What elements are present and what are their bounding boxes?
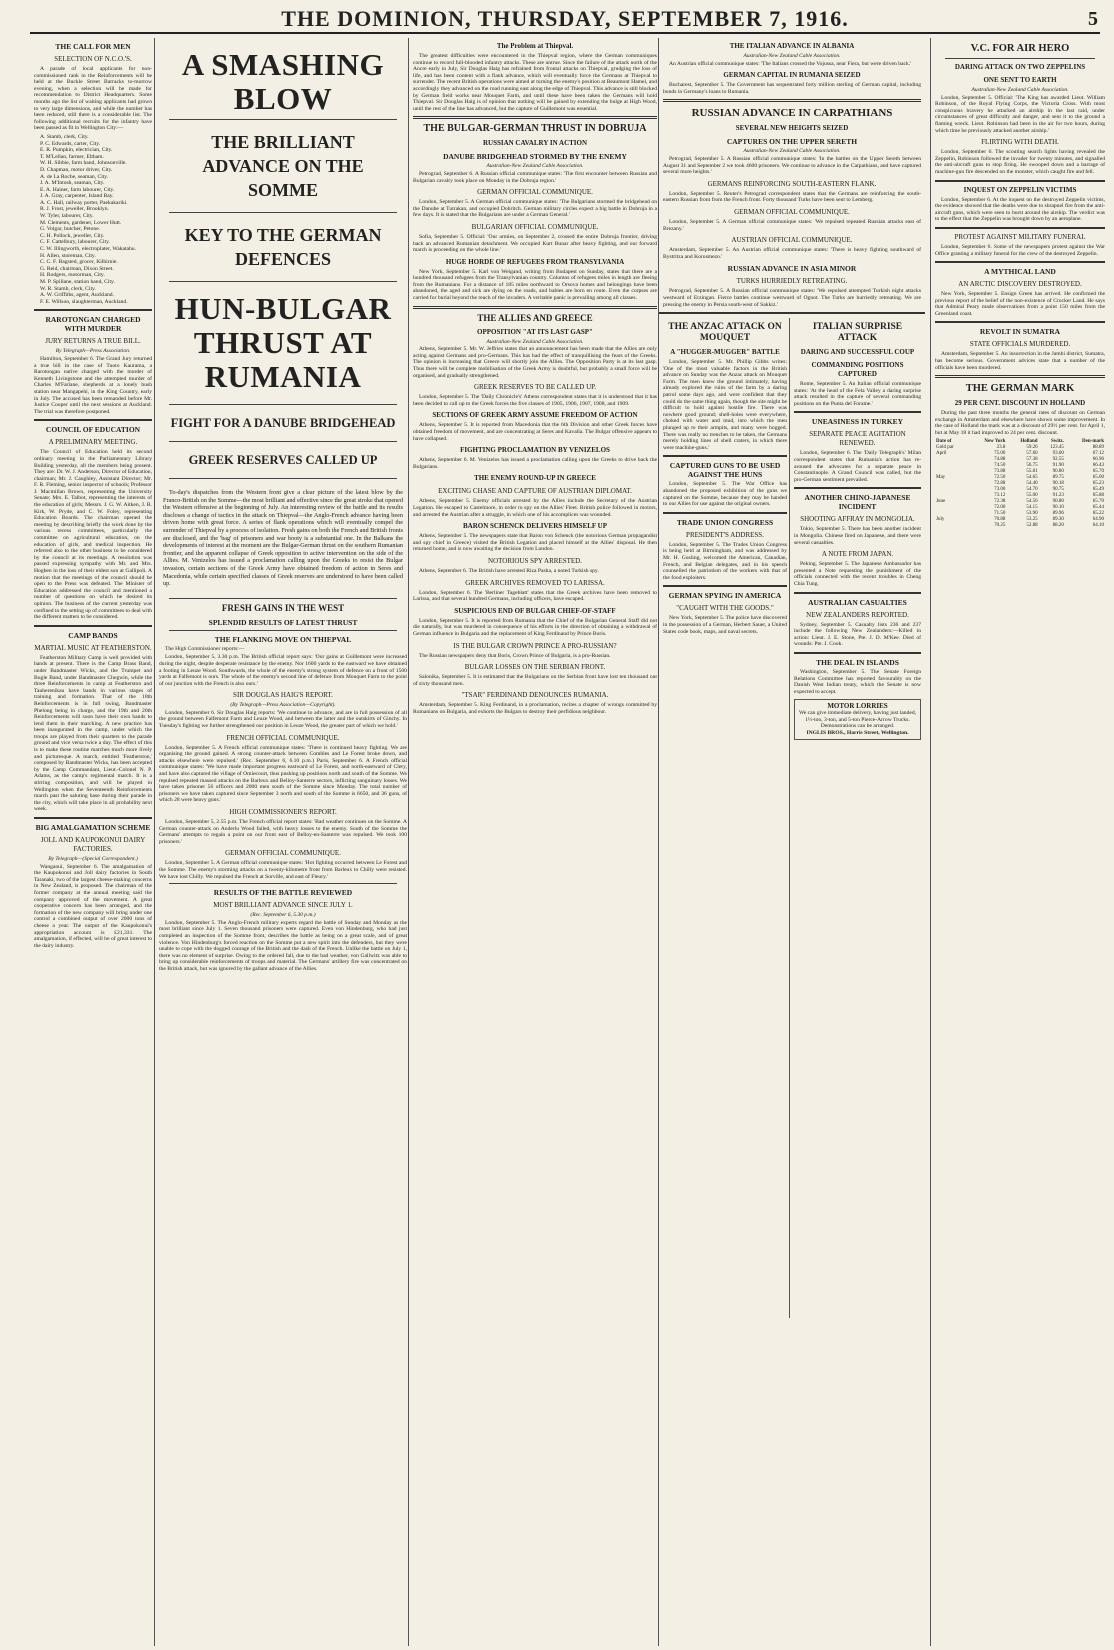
subhead-officials-murdered: STATE OFFICIALS MURDERED. xyxy=(969,340,1071,349)
divider xyxy=(935,180,1105,182)
article-sumatra: Amsterdam, September 5. An insurrection in the Jambi district, Sumatra, has become serious. Government advices state that a number of the officials have been murdered. xyxy=(935,351,1105,371)
article-japan-note: Peking, September 5. The Japanese Ambassador has presented a Note requesting the punishment of the officials connected with the recent troubles in Cheng Chia Tung. xyxy=(794,561,921,587)
table-cell: 72.38 xyxy=(994,498,1006,504)
subhead-reinforcing: GERMANS REINFORCING SOUTH-EASTERN FLANK. xyxy=(707,179,877,188)
recruit-name: C. F. Cattelbury, labourer, City. xyxy=(40,239,110,246)
subhead-council: A PRELIMINARY MEETING. xyxy=(48,438,138,447)
divider xyxy=(169,478,397,479)
article-thiepval: The greatest difficulties were encountered in the Thiepval region, where the German communiques continue to record full-blooded infantry attacks. These are untrue. Since the failure of the attack north of the Ancre early in July, Sir Douglas Haig has refrained from frontal attacks on Thiepval, grudging the loss of life, and has been content with a flank advance, which will eventually force the Germans at Thiepval to surrender. The recent British operations were aimed at turning the enemy's position at Beaumont Hamel, and accordingly they advanced on the road running east along the edge of Thiepval. This advance is still blocked by German field works near Mouquet Farm, and until these have been taken the Germans will hold Thiepval. Sir Douglas Haig is of opinion that nothing will be gained by extending the bulge at High Wood, until the rest of the line has advanced, but the capture of Guillemont was essential. xyxy=(413,53,657,112)
table-cell: 75.00 xyxy=(994,450,1006,456)
headline-mythical-land: A MYTHICAL LAND xyxy=(984,267,1056,277)
subhead-commanding: COMMANDING POSITIONS CAPTURED xyxy=(811,361,904,379)
table-cell: 54.70 xyxy=(1026,486,1038,492)
recruit-name: J. A. M'Intosh, seaman, City. xyxy=(40,180,105,187)
article-call: A parade of local applicants for non-commissioned rank in the Reinforcements will be held at the Buckle Street Barracks to-morrow evening, when a selection will be made for recommendation to District Headquarters. Some months ago the list of waiting applicants had grown to very large dimensions, and while the number has been reduced, still there is a considerable list. The following additional recruits for the infantry have been passed as fit in Wellington City:— xyxy=(34,66,152,132)
headline-amalgamation: BIG AMALGAMATION SCHEME xyxy=(35,823,151,832)
article-amalgamation: Wanganui, September 6. The amalgamation of the Kaupokonui and Joll dairy factories in South Taranaki, two of the largest cheese-making concerns in New Zealand, is proposed. The chairman of the former company at the annual meeting said the company approved of the movement. A great cooperative concern has been arranged, and the formation of the new company will bring under one control a combined output of over 2000 tons of cheese a year. The output of the Kaupokonui's appropriation account is £21,331. The amalgamation, if effected, will be of great interest to the dairy industry. xyxy=(34,863,152,949)
article-rarotongan: Hamilton, September 6. The Grand Jury returned a true bill in the case of Tuoto Kaurama, a Rarotongan native charged with the murder of Kenneth Livingstone and the attempted murder of Charles M'Farlane, shepherds at a lonely bush station near Mangapehi, in the King Country, early in July. The accused has been remanded before Mr. Justice Cooper until the next sessions at Auckland. The trial was therefore postponed. xyxy=(34,355,152,415)
divider xyxy=(663,99,921,102)
table-cell: 53.90 xyxy=(1026,510,1038,516)
article-austrian-official: Amsterdam, September 5. An Austrian official communique states: 'There is heavy fighting southward of Bystritza and Korosmezo.' xyxy=(663,247,921,260)
recruit-name: M. P. Spillane, station hand, City. xyxy=(40,279,115,285)
subhead-refugees: HUGE HORDE OF REFUGEES FROM TRANSYLVANIA xyxy=(445,257,625,266)
divider xyxy=(935,321,1105,323)
table-row xyxy=(935,523,1105,529)
headline-deal-islands: THE DEAL IN ISLANDS xyxy=(816,657,899,667)
table-cell: 72.50 xyxy=(994,474,1006,480)
subhead-arctic: AN ARCTIC DISCOVERY DESTROYED. xyxy=(958,280,1082,289)
article-archives: London, September 6. The 'Berliner Tageblatt' states that the Greek archives have been removed to Larissa, and that several hundred Germans, including officers, have escaped. xyxy=(413,589,657,603)
recruit-name: E. R. Pumpkin, electrician, City. xyxy=(40,147,113,154)
article-reinforcing: London, September 5. Reuter's Petrograd correspondent states that the Germans are reinforcing the south-eastern Russian front from the French front. Forty thousand Turks have been sent to Lemberg. xyxy=(663,190,921,204)
table-header-cell: Holland xyxy=(1020,438,1038,444)
table-cell: 57.60 xyxy=(1026,450,1038,456)
headline-chino-japanese: ANOTHER CHINO-JAPANESE INCIDENT xyxy=(804,493,911,512)
headline-flanking: THE FLANKING MOVE ON THIEPVAL xyxy=(214,634,352,644)
divider xyxy=(34,817,152,819)
table-cell: 90.18 xyxy=(1052,480,1064,486)
table-cell: 65.70 xyxy=(1092,498,1104,504)
table-cell: 92.55 xyxy=(1052,456,1064,462)
subhead-discount: 29 PER CENT. DISCOUNT IN HOLLAND xyxy=(954,399,1086,408)
article-allies: Athens, September 5. Mr. W. Jeffries states that an announcement has been made that the Allies are only acting against Germans and pro-Germans. This has had the effect of tranquillising the fears of the Greeks. The opinion is increasing that Greece will shortly join the Allies. The Opposition Party is at its last gasp. Thus there will be complete mobilisation of the Greek Army is doubtful, but probably a small force will be organised, and gradually strengthened. xyxy=(413,346,657,379)
divider xyxy=(663,455,787,457)
column-4 xyxy=(658,38,925,1646)
subhead-goods: "CAUGHT WITH THE GOODS." xyxy=(676,604,774,613)
divider xyxy=(169,281,397,282)
divider xyxy=(935,227,1105,229)
subhead-most-brilliant: MOST BRILLIANT ADVANCE SINCE JULY 1. xyxy=(213,901,353,910)
article-protest: London, September 6. Some of the newspapers protest against the War Office granting a military funeral for the crew of the destroyed Zeppelin. xyxy=(935,243,1105,257)
subhead-splendid: SPLENDID RESULTS OF LATEST THRUST xyxy=(208,617,358,627)
page-number: 5 xyxy=(1088,8,1098,30)
headline-key-defences: KEY TO THE GERMAN DEFENCES xyxy=(184,225,382,269)
credit: Australian-New Zealand Cable Association. xyxy=(971,87,1069,93)
table-cell: 65.44 xyxy=(1092,504,1104,510)
credit: By Telegraph—(Special Correspondent.) xyxy=(48,856,138,862)
article-italian: Rome, September 5. An Italian official communique states: 'At the head of the Fela Valley a daring surprise attack resulted in the capture of several commanding positions on the Punta del Forame.' xyxy=(794,381,921,407)
table-cell: 65.49 xyxy=(1092,486,1104,492)
subhead-rarotongan: JURY RETURNS A TRUE BILL. xyxy=(45,337,141,346)
headline-albania: THE ITALIAN ADVANCE IN ALBANIA xyxy=(729,42,855,50)
table-cell: 93.00 xyxy=(1052,450,1064,456)
article-spy: Athens, September 6. The British have arrested Riza Pasha, a noted Turkish spy. xyxy=(419,567,599,574)
table-cell: 90.80 xyxy=(1052,498,1064,504)
subhead-last-gasp: OPPOSITION "AT ITS LAST GASP" xyxy=(477,327,593,336)
table-cell: 65.70 xyxy=(1092,468,1104,474)
table-cell: 71.50 xyxy=(994,510,1006,516)
column-2 xyxy=(154,38,411,1646)
divider xyxy=(663,512,787,514)
table-cell: 90.10 xyxy=(1052,504,1064,510)
subhead-losses: BULGAR LOSSES ON THE SERBIAN FRONT. xyxy=(464,663,606,672)
credit: By Telegraph—Press Association. xyxy=(55,348,131,355)
table-cell: 70.88 xyxy=(994,516,1006,522)
subhead-french: FRENCH OFFICIAL COMMUNIQUE. xyxy=(226,733,340,742)
subhead-reserves: GREEK RESERVES TO BE CALLED UP. xyxy=(473,383,597,392)
subhead-sections: SECTIONS OF GREEK ARMY ASSUME FREEDOM OF ACTION xyxy=(432,411,638,420)
subhead-nz-reported: NEW ZEALANDERS REPORTED. xyxy=(806,610,909,619)
table-cell: 55.00 xyxy=(1026,492,1038,498)
headline-captured-guns: CAPTURED GUNS TO BE USED AGAINST THE HUNS xyxy=(669,461,781,480)
recruit-name: H. Rodgers, motorman, City. xyxy=(40,272,105,279)
table-cell: 54.15 xyxy=(1026,504,1038,510)
table-cell: 67.12 xyxy=(1092,450,1104,456)
subhead-camp: MARTIAL MUSIC AT FEATHERSTON. xyxy=(34,643,152,652)
headline-camp-bands: CAMP BANDS xyxy=(68,630,118,640)
table-cell: 123.45 xyxy=(1050,444,1064,450)
column-1 xyxy=(30,38,156,1646)
headline-call-for-men: THE CALL FOR MEN xyxy=(55,42,131,51)
ad-agent: INGLIS BROS., Harris Street, Wellington. xyxy=(806,729,909,736)
subhead-austrian-official: AUSTRIAN OFFICIAL COMMUNIQUE. xyxy=(731,236,853,245)
subhead-suspicious: SUSPICIOUS END OF BULGAR CHIEF-OF-STAFF xyxy=(454,606,616,615)
subhead-heights: SEVERAL NEW HEIGHTS SEIZED xyxy=(735,124,849,133)
table-cell: 74.88 xyxy=(994,456,1006,462)
article-haig: London, September 6. Sir Douglas Haig reports: 'We continue to advance, and are in full possession of all the ground between Falfemont Farm and Leuze Wood, and between the latter and the outskirts of Ginchy. In Tuesday's fighting we further strengthened our position in Leuze Wood, the greater part of which we hold.' xyxy=(159,709,407,730)
article-bulgarian-official: Sofia, September 5. Official: 'Our armies, on September 2, crossed the entire Dobruja frontier, driving back an advanced Rumanian detachment. We occupied Kurt Bunar after heavy fighting, and our forward march is proceeding on the whole line.' xyxy=(413,233,657,254)
masthead xyxy=(30,6,1100,34)
headline-german-mark: THE GERMAN MARK xyxy=(965,383,1075,395)
table-cell: 88.20 xyxy=(1052,522,1064,528)
recruit-name: T. M'Lellan, farmer, Eltham. xyxy=(40,153,104,160)
table-cell: 64.10 xyxy=(1092,522,1104,528)
table-cell: Gold par xyxy=(936,444,954,450)
article-vc: London, September 5. Official: 'The King has awarded Lieut. William Robinson, of the Royal Flying Corps, the Victoria Cross. With most conspicuous bravery he attacked an airship in the last raid, under circumstances of great difficulty and danger, and sent it to the ground a flaming wreck. Lieut. Robinson had been in the air for two hours, during which time he previously attacked another airship.' xyxy=(935,94,1105,134)
table-cell: 73.88 xyxy=(994,468,1006,474)
table-cell: 72.00 xyxy=(994,504,1006,510)
divider xyxy=(794,592,921,594)
table-cell xyxy=(935,523,968,529)
headline-trade-union: TRADE UNION CONGRESS xyxy=(676,517,774,527)
recruit-name: D. Chapman, motor driver, City. xyxy=(40,166,113,173)
recruit-name: A. Stamb, clerk, City. xyxy=(40,133,89,140)
article-capital: Bucharest, September 5. The Government has sequestrated forty million sterling of German capital, including bonds in Germany's loans to Rumania. xyxy=(663,82,921,95)
headline-thiepval-problem: The Problem at Thiepval. xyxy=(496,42,574,50)
headline-greek-reserves: GREEK RESERVES CALLED UP xyxy=(188,453,378,467)
article-camp: Featherston Military Camp is well provided with bands at present. There is the Camp Brass Band, under Bandmaster Wicks, and the Trumpet and Bugle Band, under Bandmaster Chegwin, while the three Reinforcements in camp at Featherston and Tauherenikau have bands in various stages of training and formation. That of the 18th Reinforcements is in full swing, Bandmaster Phelong being in charge, and the 19th and 20th Reinforcements will soon have their own bands to lend them in their marching. A new practice has been inaugurated in the camp, under which the troops are played from their quarters to the parade ground and vice versa twice a day. The effect of this is to make these routine marches much more lively and picturesque. A march, entitled 'Featherston,' composed by Bandmaster Wicks, has been accepted by the Camp Commandant, Lieut.-Colonel N. P. Adams, as the camp's regimental march. It is a stirring composition, and will be played in Wellington when the Seventeenth Reinforcements march past the saluting base during their parade in the city, which will take place in all probability next week. xyxy=(34,654,152,813)
headline-inquest: INQUEST ON ZEPPELIN VICTIMS xyxy=(963,185,1077,194)
credit: Australian-New Zealand Cable Association. xyxy=(743,148,841,155)
table-cell: 59.26 xyxy=(1026,444,1038,450)
masthead-title: THE DOMINION, THURSDAY, SEPTEMBER 7, 1916. xyxy=(281,6,849,31)
article-hc: The High Commissioner reports:— xyxy=(165,645,245,652)
article-spying: New York, September 5. The police have discovered in the possession of a German, Herbert Sauer, a United States code book, maps, and naval secrets. xyxy=(663,615,787,635)
headline-rarotongan: RAROTONGAN CHARGED WITH MURDER xyxy=(45,315,141,334)
column-4-subgrid xyxy=(659,318,925,1318)
headline-council: COUNCIL OF EDUCATION xyxy=(45,425,141,435)
article-albania: An Austrian official communique states: 'The Italians crossed the Vojussa, near Fiera, but were driven back.' xyxy=(669,60,912,67)
table-cell: 89.96 xyxy=(1052,510,1064,516)
table-cell: 65.23 xyxy=(1092,480,1104,486)
recruit-name: M. Clements, gardener, Lower Hutt. xyxy=(40,219,122,226)
table-header-cell: Switz. xyxy=(1050,438,1064,444)
table-cell: 72.88 xyxy=(994,480,1006,486)
table-cell: May xyxy=(936,474,946,480)
table-header-cell: Den-mark xyxy=(1082,438,1104,444)
subhead-crown-prince: IS THE BULGAR CROWN PRINCE A PRO-RUSSIAN? xyxy=(453,641,617,650)
subhead-schenck: BARON SCHENCK DELIVERS HIMSELF UP xyxy=(462,522,608,531)
table-cell: July xyxy=(936,516,945,522)
table-cell: April xyxy=(936,450,947,456)
headline-uneasiness: UNEASINESS IN TURKEY xyxy=(811,417,904,427)
subhead-venizelos: FIGHTING PROCLAMATION BY VENIZELOS xyxy=(460,446,610,455)
table-cell: 65.88 xyxy=(1092,492,1104,498)
article-captured-guns: London, September 5. The War Office has abandoned the proposed exhibition of the guns we captured on the Somme, because they may be handed to our Allies for use against the original owners. xyxy=(663,481,787,508)
divider xyxy=(935,261,1105,263)
divider xyxy=(794,652,921,654)
subhead-amalgamation: JOLL AND KAUPOKONUI DAIRY FACTORIES. xyxy=(40,836,146,853)
divider xyxy=(794,487,921,489)
headline-brilliant-advance: THE BRILLIANT ADVANCE ON THE SOMME xyxy=(202,132,364,200)
recruit-name: C. W. Illingworth, electroplater, Wakatahu. xyxy=(40,246,136,253)
divider xyxy=(169,404,397,405)
recruit-name: W. Tyler, labourer, City. xyxy=(40,213,94,220)
advertisement-motor-lorries xyxy=(794,699,921,740)
table-cell: 23.8 xyxy=(996,444,1006,450)
headline-vc-air-hero: V.C. FOR AIR HERO xyxy=(970,43,1070,54)
divider xyxy=(34,309,152,311)
table-cell: 52.88 xyxy=(1026,522,1038,528)
ad-text: We can give immediate delivery, having just landed, 1½-ton, 3-ton, and 5-ton Pierce-Arrow Trucks. Demonstrations can be arranged. xyxy=(798,709,917,730)
recruit-name: A. C. Hall, railway porter, Paekakariki. xyxy=(40,199,128,206)
subhead-hugger-mugger: A "HUGGER-MUGGER" BATTLE xyxy=(670,348,780,357)
divider xyxy=(169,883,397,884)
table-cell: 89.75 xyxy=(1052,474,1064,480)
recruit-name: A. W. Griffiths, agent, Auckland. xyxy=(40,292,115,299)
credit: Australian-New Zealand Cable Association. xyxy=(743,53,841,59)
table-cell: 70.25 xyxy=(994,522,1006,528)
table-cell: 53.25 xyxy=(1026,516,1038,522)
subhead-call: SELECTION OF N.C.O.'S. xyxy=(54,55,132,63)
recruit-name: G. Reid, chairman, Dixon Street. xyxy=(40,265,114,272)
recruit-name: C. H. Pollock, jeweller, City. xyxy=(40,232,105,239)
credit: Australian-New Zealand Cable Association. xyxy=(486,338,584,345)
table-cell: 74.50 xyxy=(994,462,1006,468)
article-german-mark: During the past three months the general rates of discount on German exchange in Amsterdam and elsewhere have shown some improvement. In the case of Holland the mark was at a discount of 29½ per cent. for April 1, but at May 18 it had improved to 24 per cent. discount. xyxy=(935,410,1105,437)
headline-australian-casualties: AUSTRALIAN CASUALTIES xyxy=(808,597,907,607)
table-cell: 65.22 xyxy=(1092,510,1104,516)
headline-capital: GERMAN CAPITAL IN RUMANIA SEIZED xyxy=(723,71,861,80)
table-cell: 73.12 xyxy=(994,492,1006,498)
table-cell: 57.38 xyxy=(1026,456,1038,462)
article-sections: Athens, September 5. It is reported from Macedonia that the 6th Division and other Greek forces have obtained freedom of movement, and are concentrating at Seres and Kavalla. The Bulgar offensive appears to have collapsed. xyxy=(413,422,657,442)
column-4b xyxy=(789,318,925,1318)
article-islands: Washington, September 5. The Senate Foreign Relations Committee has reported favourably on the Danish West Indian treaty, which the Senate is now expected to accept. xyxy=(794,668,921,695)
recruit-name: W. H. Sibbie, farm hand, Johnsonville. xyxy=(40,160,127,167)
recruit-name: J. A. Gray, carpenter, Island Bay. xyxy=(40,193,114,200)
subhead-sent-to-earth: ONE SENT TO EARTH xyxy=(983,76,1057,84)
article-german-official: London, September 5. A German official communique states: 'The Bulgarians stormed the bridgehead on the Danube at Tutrakan, and occupied Dobritch. German military circles expect a big battle in Dobruja in a few days. It is stated that the Bulgarians are under a German General.' xyxy=(413,199,657,219)
received-time: (Rec. September 6, 5.30 p.m.) xyxy=(250,912,316,919)
table-cell: 54.56 xyxy=(1026,498,1038,504)
article-suspicious: London, September 5. It is reported from Rumania that the Chief of the Bulgarian General Staff did not die naturally, but was murdered in consequence of his efforts in the direction of obtaining a withdrawal of German influence in Bulgaria and the replacement of King Ferdinand by Prince Boris. xyxy=(413,617,657,637)
headline-smashing-blow: A SMASHING BLOW xyxy=(181,47,385,116)
subhead-flirting: FLIRTING WITH DEATH. xyxy=(981,138,1059,147)
subhead-sereth: CAPTURES ON THE UPPER SERETH xyxy=(726,137,858,147)
article-most-brilliant: London, September 5. The Anglo-French military experts regard the battle of Sunday and Monday as the most brilliant since July 1. Seven thousand prisoners were captured. Even von Hindenburg, who had just completed an inspection of the Somme front, describes the battle as being on a great scale, and of great violence. Von Hindenburg's forced reaction on the Somme put a new spirit into the defenders, but they were unable to cope with the dogged courage of the British and the dash of the French. Unlike the battle on July 1, there was no element of surprise. Owing to the ordered fall, due to the bad weather, von Gallwitz was able to bring up considerable reinforcements of troops and material. The Germans' artillery fire was concentrated on the British attack, but was ignored by the gallant advance of the Allies. xyxy=(159,919,407,972)
table-cell: 90.80 xyxy=(1052,468,1064,474)
recruit-list xyxy=(34,134,152,305)
headline-bulgar-german: THE BULGAR-GERMAN THRUST IN DOBRUJA xyxy=(423,123,647,135)
table-cell: 91.90 xyxy=(1052,462,1064,468)
headline-asia-minor: RUSSIAN ADVANCE IN ASIA MINOR xyxy=(727,264,857,274)
recruit-name: W. R. Stamb, clerk, City. xyxy=(40,285,96,292)
article-uneasiness: London, September 6. The 'Daily Telegraph's' Milan correspondent states that Rumania's action has re-aroused the advocates for a separate peace in Constantinople. A Grand Council was called, but the pro-German sentiment prevailed. xyxy=(794,450,921,483)
recruit-name: F. E. Willson, slaughterman, Auckland. xyxy=(40,298,128,305)
table-cell: 56.75 xyxy=(1026,462,1038,468)
article-crown-prince: The Russian newspapers deny that Boris, Crown Prince of Bulgaria, is a pro-Russian. xyxy=(419,652,611,659)
article-venizelos: Athens, September 6. M. Venizelos has issued a proclamation calling upon the Greeks to drive back the Bulgarians. xyxy=(413,457,657,470)
subhead-german-official-2: GERMAN OFFICIAL COMMUNIQUE. xyxy=(734,207,850,216)
subhead-daring-zeppelins: DARING ATTACK ON TWO ZEPPELINS xyxy=(954,63,1086,71)
subhead-cavalry: RUSSIAN CAVALRY IN ACTION xyxy=(482,139,588,148)
table-cell: 64.90 xyxy=(1092,516,1104,522)
article-tsar: Amsterdam, September 5. King Ferdinand, in a proclamation, recites a chapter of wrongs committed by Rumanians on Bulgaria, and exhorts the Bulgars to destroy their perfidious neighbour. xyxy=(413,702,657,715)
subhead-german-official: GERMAN OFFICIAL COMMUNIQUE. xyxy=(477,188,593,197)
subhead-spy: NOTORIOUS SPY ARRESTED. xyxy=(488,556,582,565)
article-anzac: London, September 5. Mr. Phillip Gibbs writes: 'One of the most valuable factors in the British advance on Sunday was the Anzac attack on Mouquet Farm. The men knew the ground intimately, having already explored the ruins of the farm by a daring patrol some days ago, and were confident that they could do the same thing again, though the site might be difficult to hold against hostile fire. There was nowhere good ground; shell-holes were everywhere, choked with water and mud, into which the men plunged up to their armpits, and many were bogged. There was really no trenches to be taken, the Germans merely holding lines of shell craters, in which there were machine-guns.' xyxy=(663,359,787,451)
article-german: London, September 5. A German official communique states: 'Hot fighting occurred between Le Forest and the Somme. The enemy's storming attacks on a twenty-kilometre front from Barleux to Chilly were resisted. We have lost Chilly. We repulsed the French at Sorville, and east of Fleury.' xyxy=(159,860,407,880)
article-hc2: London, September 5, 2.55 p.m. The French official report states: 'Bad weather continues on the Somme. A German counter-attack on Anderlu Wood failed, with heavy losses to the enemy. South of the Somme the Germans' attempts to regain a point on our front east of Belloy-en-Santerre was repulsed. We took 100 prisoners.' xyxy=(159,819,407,845)
headline-allies-greece: THE ALLIES AND GREECE xyxy=(477,312,593,323)
divider xyxy=(34,419,152,421)
subhead-german: GERMAN OFFICIAL COMMUNIQUE. xyxy=(225,849,341,858)
headline-anzac: THE ANZAC ATTACK ON MOUQUET xyxy=(668,322,782,344)
article-schenck: Athens, September 5. The newspapers state that Baron von Schenck (the notorious German propagandist and spy chief in Greece) visited the British Legation and placed himself at the Allies' disposal. He then returned home, and is now awaiting the decision from London. xyxy=(413,533,657,553)
subhead-haig: SIR DOUGLAS HAIG'S REPORT. xyxy=(233,691,333,700)
article-mongolia: Tokio, September 5. There has been another incident in Mongolia. Chinese fired on Japanese, and there were several casualties. xyxy=(794,526,921,546)
exchange-table xyxy=(935,439,1105,529)
article-asia-minor: Petrograd, September 5. A Russian official communique states: 'We repulsed attempted Turkish night attacks westward of Erzingan. Fierce battles continue westward of Ognot. The Turks are hurriedly retreating. We are pressing the enemy in Persia south-west of Sakkiz.' xyxy=(663,288,921,308)
divider xyxy=(663,585,787,587)
divider xyxy=(413,306,657,309)
subhead-archives: GREEK ARCHIVES REMOVED TO LARISSA. xyxy=(465,578,605,587)
article-trade-union: London, September 5. The Trades Union Congress is being held at Birmingham, and was addressed by Mr. H. Gosling, welcomed the American, Canadian, French, and Belgian delegates, and in his speech counselled the patriotism of the workers with that of the food exploiters. xyxy=(663,541,787,581)
headline-protest: PROTEST AGAINST MILITARY FUNERAL xyxy=(954,232,1086,241)
divider xyxy=(34,625,152,627)
article-losses: Salonika, September 5. It is estimated that the Bulgarians on the Serbian front have lost ten thousand out of sixty thousand men. xyxy=(413,674,657,687)
credit: Australian-New Zealand Cable Association. xyxy=(486,163,584,170)
article-refugees: New York, September 5. Karl von Weigand, writing from Budapest on Sunday, states that there are a hundred thousand refugees from the Transylvanian country. Columns of refugees miles in length are fleeing from the Rumanians. For a distance of 185 miles northward to Orsova homes and belongings have been abandoned, the aged and sick are dying on the roads, and babies are born en route. Even the corpses are carried for burial beyond the reach of the invaders. A veritable panic is prevailing among all classes. xyxy=(413,268,657,302)
subhead-tsar: "TSAR" FERDINAND DENOUNCES RUMANIA. xyxy=(461,691,609,700)
headline-sumatra: REVOLT IN SUMATRA xyxy=(979,327,1061,337)
recruit-name: C. C. F. Bagsted, grocer, Kilbirnie. xyxy=(40,259,118,266)
divider xyxy=(413,116,657,119)
article-french: London, September 5. A French official communique states: 'There is continued heavy fighting. We are organising the ground gained. A strong counter-attack between Combles and Le Forest broke down, and attacks elsewhere were repulsed.' (Rec. September 6, 6.10 p.m.) Paris, September 6. A French official communique states: 'We have made important progress eastward of Le Forest, and north-eastward of Clery, and have also captured the village of Omiecourt, thus pushing up positions north and south of the Somme. We repulsed repeated massed attacks on the Barleux and Belloy-Santerre sectors, inflicting sanguinary losses. We have taken prisoner 56 officers and 2000 men south of the Somme since Monday. The total number of prisoners we have taken captured since September 3 north and south of the Somme is 6650, and 36 guns, of which 28 were heavy guns.' xyxy=(159,744,407,804)
subhead-turks: TURKS HURRIEDLY RETREATING. xyxy=(736,277,848,286)
table-cell: June xyxy=(936,498,946,504)
subhead-daring-coup: DARING AND SUCCESSFUL COUP xyxy=(800,348,915,357)
subhead-japan-note: A NOTE FROM JAPAN. xyxy=(821,550,894,559)
column-3 xyxy=(408,38,661,1646)
headline-hun-bulgar: HUN-BULGAR THRUST AT RUMANIA xyxy=(174,291,392,394)
headline-spying: GERMAN SPYING IN AMERICA xyxy=(668,591,782,601)
recruit-name: H. Allen, storeman, City. xyxy=(40,252,96,259)
divider xyxy=(169,598,397,599)
subhead-bulgarian-official: BULGARIAN OFFICIAL COMMUNIQUE. xyxy=(471,222,599,231)
recruit-name: E. A. Hainer, farm labourer, City. xyxy=(40,186,115,193)
divider xyxy=(169,441,397,442)
table-cell: 66.43 xyxy=(1092,462,1104,468)
article-casualties: Sydney, September 5. Casualty lists 236 and 237 include the following New Zealanders:—Killed in action: Lieut. J. E. Stone, Pte. J. D. M'Kee. Died of wounds: Pte. J. Cook. xyxy=(794,621,921,648)
divider xyxy=(659,312,925,314)
subhead-separate-peace: SEPARATE PEACE AGITATION RENEWED. xyxy=(809,430,906,448)
article-council: The Council of Education held its second ordinary meeting in the Parliamentary Library Building yesterday, all the members being present. They are: Dr. W. J. Anderson, Director of Education, chairman; Mr. J. Caughley, Assistant Director; Mr. F. R. Fleming, senior inspector of schools; Professor J. Macmillan Brown, representing the University Senate; Mrs. E. Talbot, representing the interests of the education of girls; Messrs. J. G. W. Aitken, J. R. Kirk, W. Pryde, and C. W. Foley, representing Education Boards. The chairman opened the meeting by describing briefly the work done by the various recess committees, particularly the committee on agricultural education, on the education of girls, and medical inspection. He referred also to the other business to be considered by the council at its meetings. A resolution was passed expressing sympathy with Mr. and Mrs. Hogben in the loss of their eldest son at Gallipoli. A motion that the meetings of the council should be open to the Press was defeated. The Minister of Education addressed the council and mentioned a number of questions on which he desired its opinion. The business of the current yesterday was confined to the setting up of committees to deal with the different matters to be considered. xyxy=(34,449,152,621)
divider xyxy=(169,119,397,120)
column-5 xyxy=(930,38,1109,1646)
subhead-roundup: THE ENEMY ROUND-UP IN GREECE xyxy=(474,474,596,483)
divider xyxy=(945,58,1095,59)
table-cell: 55.81 xyxy=(1026,468,1038,474)
subhead-chase: EXCITING CHASE AND CAPTURE OF AUSTRIAN DIPLOMAT. xyxy=(438,487,632,496)
table-cell: 91.23 xyxy=(1052,492,1064,498)
article-mythical-land: New York, September 5. Ensign Green has arrived. He confirmed the previous report of the belief of the non-existence of Crocker Land. He says that Admiral Peary made observations from a point 150 miles from the Greenland coast. xyxy=(935,291,1105,317)
divider xyxy=(169,630,397,631)
table-cell: 88.89 xyxy=(1092,444,1104,450)
intro-summary: To-day's dispatches from the Western front give a clear picture of the latest blow by the Franco-British on the Somme—the most brilliant and effective since the great stroke that opened the Western offensive at the beginning of July. An interesting review of the battle and its results discloses a change of tactics in the attack on Thiepval—the Anglo-French advance having been driven home with great force. A series of flank operations which will eventually compel the surrender of Thiepval by a process of isolation. Fresh gains on both the French and British fronts are disclosed, and the 'bag' of prisoners and war booty is a substantial one. In the Balkans the developments of interest at the moment are the Bulgar-German thrust on the southern Rumanian frontier, and the apparent collapse of Greek opposition to active intervention on the side of the Allies. M. Venizelos has issued a proclamation calling upon the Greeks to resist the Bulgar invasion, certain sections of the Greek Army have obtained freedom of action in Seres and Macedonia, while certain specified classes of Greek reserves are understood to have been called up. xyxy=(163,489,403,588)
subhead-president: PRESIDENT'S ADDRESS. xyxy=(686,530,764,539)
article-roundup: Athens, September 5. Enemy officials arrested by the Allies include the Secretary of the Austrian Legation. He escaped to Castelmore, in order to spy on the Allies' Fleet. British police followed in motors, and arrested the Austrian after a struggle, in which one of his accomplices was wounded. xyxy=(413,498,657,518)
recruit-name: P. C. Edwards, carter, City. xyxy=(40,140,101,147)
article-reserves: London, September 5. The 'Daily Chronicle's' Athens correspondent states that it is understood that it has been decided to call up to the Greek forces the five classes of 1905, 1906, 1907, 1908, and 1909. xyxy=(413,394,657,407)
subhead-hc2: HIGH COMMISSIONER'S REPORT. xyxy=(229,808,337,816)
divider xyxy=(169,212,397,213)
table-cell: 54.65 xyxy=(1026,474,1038,480)
recruit-name: A. de La Roche, seaman, City. xyxy=(40,173,109,180)
headline-carpathians: RUSSIAN ADVANCE IN CARPATHIANS xyxy=(691,107,893,120)
headline-danube: FIGHT FOR A DANUBE BRIDGEHEAD xyxy=(170,416,396,430)
article-british: London, September 5, 3.30 p.m. The British official report says: 'Our gains at Guillemont were increased during the night, despite desperate resistance by the enemy. Nor 1600 yards to the eastward we have obtained a footing in Leuze Wood. Southwards, the whole of the enemy's strong system of defence on a front of 1500 yards at Falfemont is ours. The whole of the enemy's second line of defence from Mouquet Farm to the point of our junction with the French is also ours.' xyxy=(159,654,407,687)
table-cell: 54.40 xyxy=(1026,480,1038,486)
headline-results: RESULTS OF THE BATTLE REVIEWED xyxy=(213,888,353,898)
table-cell: 89.30 xyxy=(1052,516,1064,522)
columns xyxy=(30,38,1105,1646)
headline-fresh-gains: FRESH GAINS IN THE WEST xyxy=(221,602,345,613)
recruit-name: G. Volgar, butcher, Petone. xyxy=(40,226,101,233)
divider xyxy=(794,411,921,413)
table-cell: 66.96 xyxy=(1092,456,1104,462)
column-4a xyxy=(659,318,791,1318)
ad-title: MOTOR LORRIES xyxy=(827,702,888,711)
subhead-mongolia: SHOOTING AFFRAY IN MONGOLIA. xyxy=(800,515,915,524)
table-body xyxy=(935,445,1105,529)
article-flirting: London, September 6. The scouting search lights having revealed the Zeppelin, Robinson followed the invader for twenty minutes, and signalled the anti-aircraft guns to stop firing. He swooped down and a barrage of machine-gun fire descended on the monster, which caught fire and fell. xyxy=(935,149,1105,175)
table-header-cell: New York xyxy=(984,438,1006,444)
headline-italian-surprise: ITALIAN SURPRISE ATTACK xyxy=(812,322,903,344)
table-cell: 73.00 xyxy=(994,486,1006,492)
article-carpathians: Petrograd, September 5. A Russian official communique states: 'In the battles on the Upper Sereth between August 31 and September 2 we took 4600 prisoners. We continue to advance in the Carpathians, and have captured several more heights.' xyxy=(663,155,921,176)
table-cell: 65.00 xyxy=(1092,474,1104,480)
subhead-bridgehead: DANUBE BRIDGEHEAD STORMED BY THE ENEMY xyxy=(443,152,627,162)
article-inquest: London, September 6. At the inquest on the destroyed Zeppelin victims, the evidence showed that the deaths were due to shrapnel fire from the anti-aircraft guns, which were seen to burst around the airship. The verdict was to the effect that the Zeppelin was brought down by an aeroplane. xyxy=(935,196,1105,223)
article-german-official-2: London, September 5. A German official communique states: 'We repulsed repeated Russian attacks east of Brezany.' xyxy=(663,218,921,232)
table-cell: 90.75 xyxy=(1052,486,1064,492)
divider xyxy=(935,375,1105,378)
article-bulgar: Petrograd, September 6. A Russian official communique states: 'The first encounter between Russian and Bulgarian cavalry took place on Monday in the Dobruja region.' xyxy=(413,170,657,184)
credit: (By Telegraph—Press Association—Copyright). xyxy=(230,702,336,709)
table-header-cell: Date of xyxy=(936,438,952,444)
recruit-name: R. J. Frost, jeweller, Brooklyn. xyxy=(40,206,109,213)
